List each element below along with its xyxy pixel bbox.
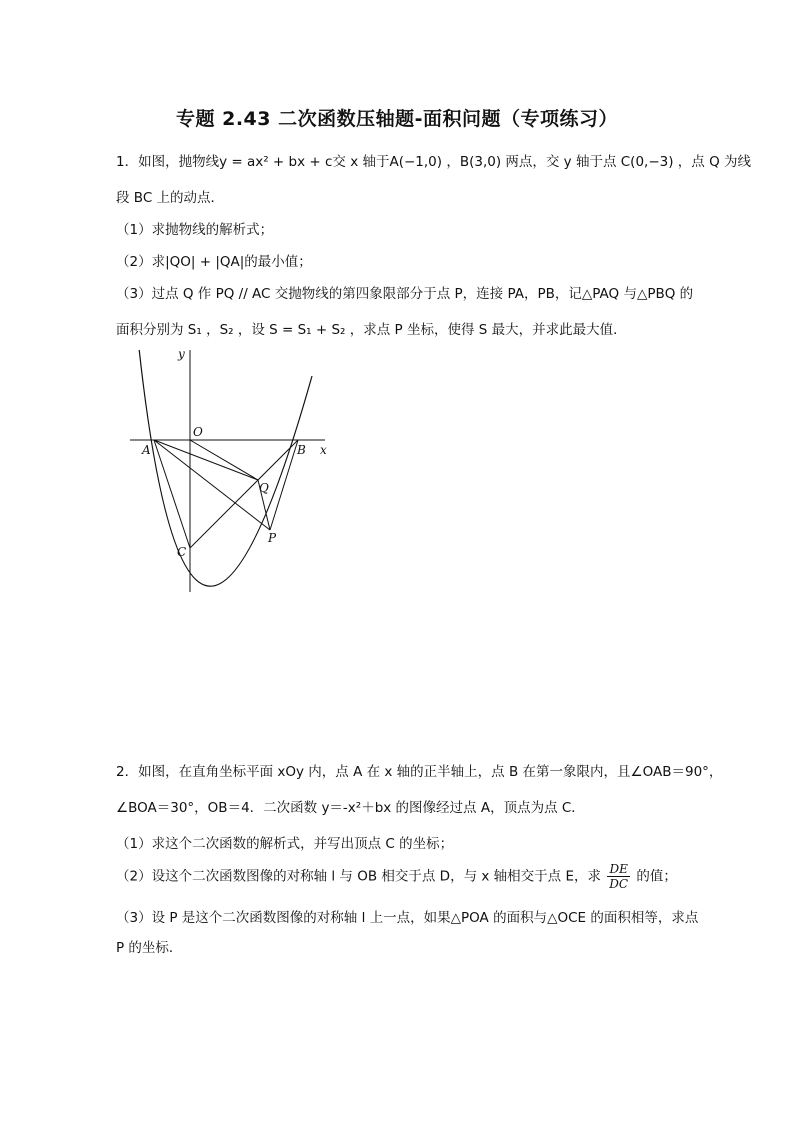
- problem2-question2: [116, 862, 677, 891]
- fraction-de-over-dc: [607, 862, 630, 891]
- problem2-question2-suffix: 的值；: [636, 868, 677, 885]
- problem1-question3-line2: 面积分别为 S₁ ，S₂ ，设 S = S₁ + S₂ ，求点 P 坐标，使得 S 最大，并求此最大值．: [116, 322, 627, 338]
- parabola-curve: [139, 350, 312, 586]
- segment-OQ: [190, 440, 258, 480]
- problem2-question3-line2: P 的坐标．: [116, 940, 183, 956]
- label-origin: O: [193, 425, 203, 439]
- problem2-question1: （1）求这个二次函数的解析式，并写出顶点 C 的坐标；: [116, 836, 454, 852]
- problem1-statement-line2: 段 BC 上的动点．: [116, 190, 225, 206]
- label-point-C: C: [177, 545, 187, 559]
- fraction-numerator: DE: [607, 862, 630, 877]
- parabola-figure: [120, 340, 340, 600]
- label-point-P: P: [268, 531, 277, 545]
- problem2-question2-text: （2）设这个二次函数图像的对称轴 l 与 OB 相交于点 D，与 x 轴相交于点 E，求: [116, 868, 601, 885]
- segment-AQ: [154, 440, 258, 480]
- label-point-Q: Q: [259, 481, 269, 495]
- fraction-denominator: DC: [609, 877, 629, 891]
- label-x-axis: x: [320, 443, 327, 457]
- problem2-question3-line1: （3）设 P 是这个二次函数图像的对称轴 l 上一点，如果△POA 的面积与△OCE 的面积相等，求点: [116, 910, 699, 926]
- segment-BC: [190, 440, 298, 548]
- label-point-B: B: [297, 443, 306, 457]
- problem1-question1: （1）求抛物线的解析式；: [116, 222, 274, 238]
- problem2-statement-line1: 2．如图，在直角坐标平面 xOy 内，点 A 在 x 轴的正半轴上，点 B 在第一象限内，且∠OAB＝90°，: [116, 764, 723, 780]
- problem1-question2: （2）求|QO| + |QA|的最小值；: [116, 254, 312, 270]
- label-point-A: A: [142, 443, 151, 457]
- label-y-axis: y: [178, 347, 185, 361]
- problem1-question3-line1: （3）过点 Q 作 PQ // AC 交抛物线的第四象限部分于点 P，连接 PA，PB，记△PAQ 与△PBQ 的: [116, 286, 694, 302]
- page-title: 专题 2.43 二次函数压轴题-面积问题（专项练习）: [176, 108, 618, 130]
- problem1-statement-line1: 1．如图，抛物线y = ax² + bx + c交 x 轴于A(−1,0) ，B(3,0) 两点，交 y 轴于点 C(0,−3) ，点 Q 为线: [116, 154, 751, 170]
- problem2-statement-line2: ∠BOA＝30°，OB＝4．二次函数 y＝-x²＋bx 的图像经过点 A，顶点为点 C．: [116, 800, 585, 816]
